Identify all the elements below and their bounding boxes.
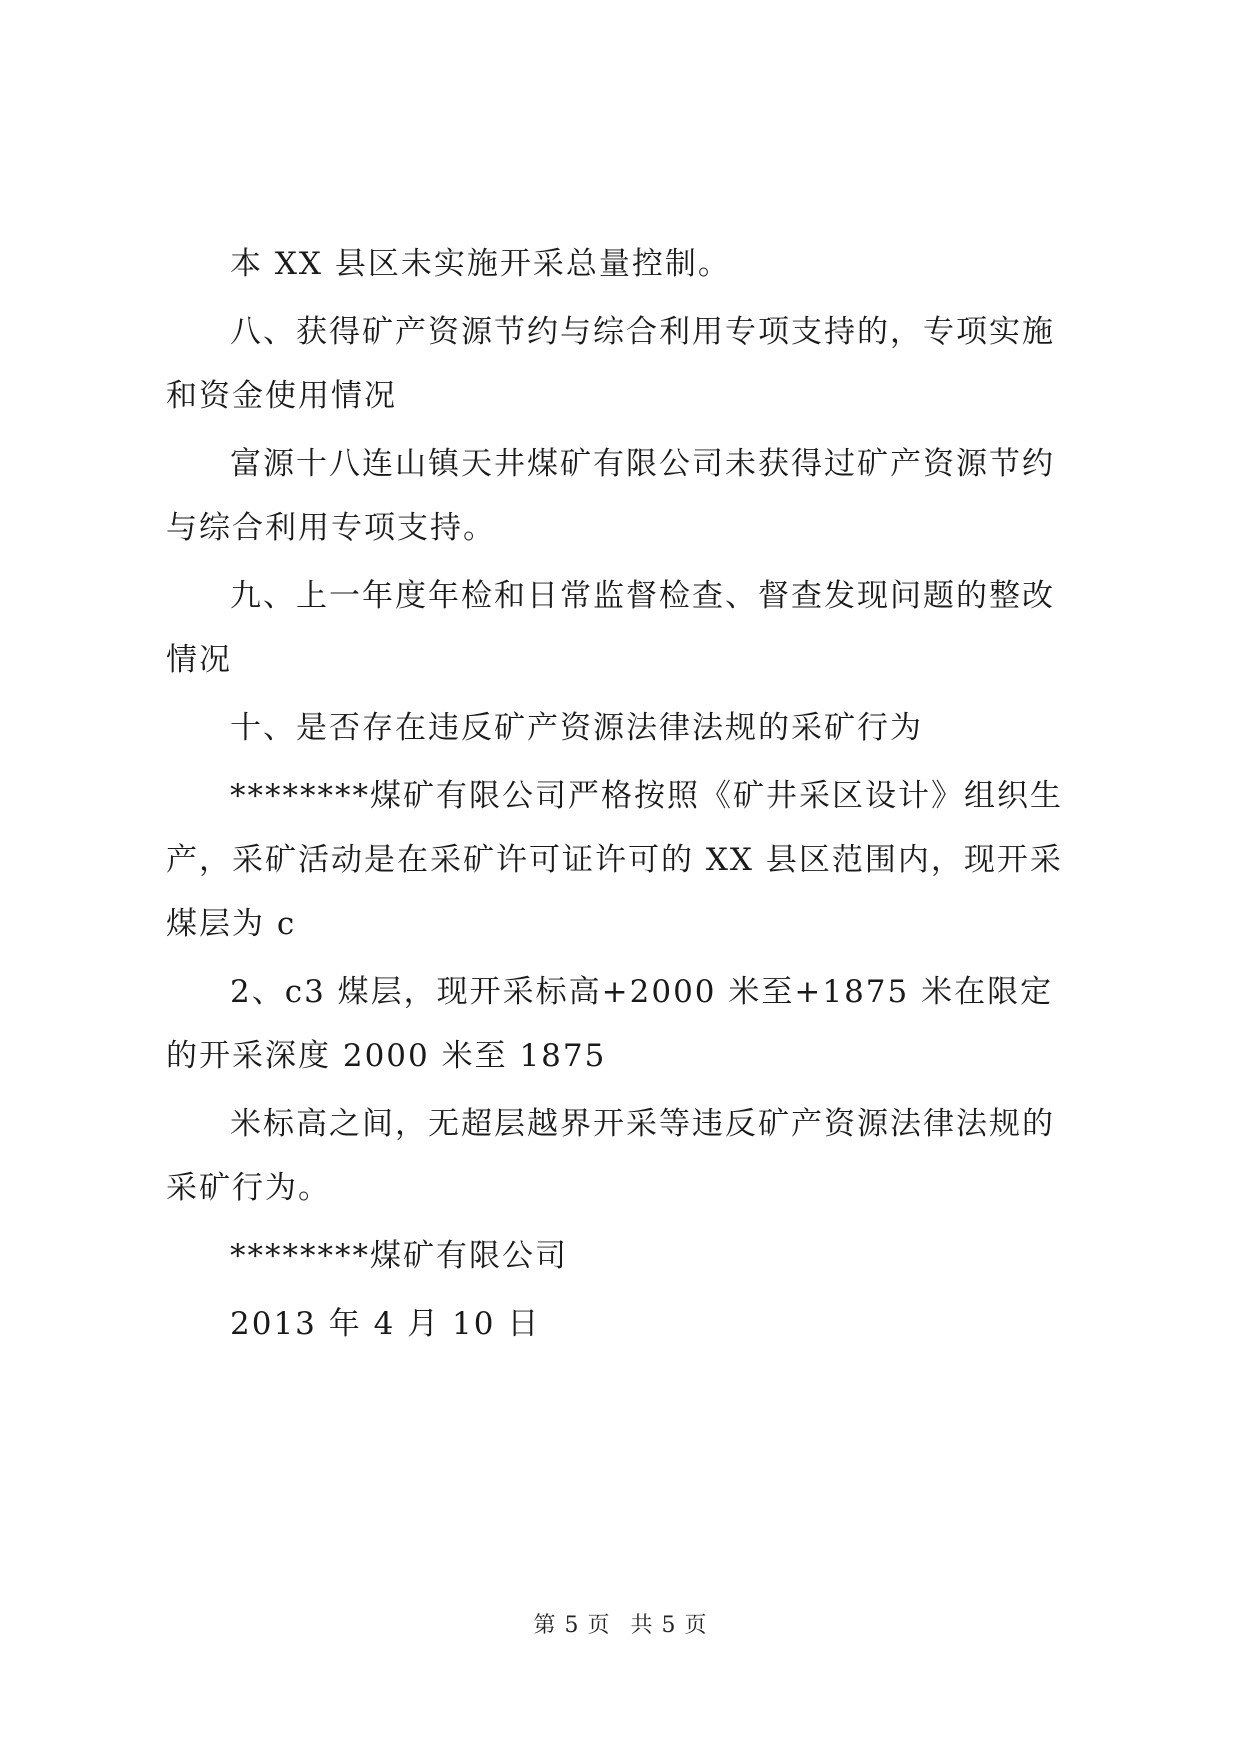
signature-company: ********煤矿有限公司 [230,1238,568,1274]
paragraph-seam-elevation: 2、c3 煤层，现开采标高+2000 米至+1875 米在限定的开采深度 2000 米至 1875 [166,974,1054,1074]
heading-section-9: 九、上一年度年检和日常监督检查、督查发现问题的整改情况 [166,578,1055,678]
heading-section-8: 八、获得矿产资源节约与综合利用专项支持的，专项实施和资金使用情况 [166,314,1055,414]
page-number-total: 共 5 页 [630,1613,708,1638]
page-number-current: 第 5 页 [533,1613,611,1638]
paragraph-section-8-body: 富源十八连山镇天井煤矿有限公司未获得过矿产资源节约与综合利用专项支持。 [166,446,1055,546]
paragraph-section-10-body: ********煤矿有限公司严格按照《矿井采区设计》组织生产，采矿活动是在采矿许可证许可的 XX 县区范围内，现开采煤层为 c [166,778,1063,942]
paragraph-total-control: 本 XX 县区未实施开采总量控制。 [230,246,731,282]
paragraph-no-violation: 米标高之间，无超层越界开采等违反矿产资源法律法规的采矿行为。 [166,1106,1055,1206]
heading-section-10: 十、是否存在违反矿产资源法律法规的采矿行为 [230,710,923,746]
page-footer [0,1608,1241,1639]
signature-date: 2013 年 4 月 10 日 [230,1306,541,1342]
document-body [166,232,1086,1360]
